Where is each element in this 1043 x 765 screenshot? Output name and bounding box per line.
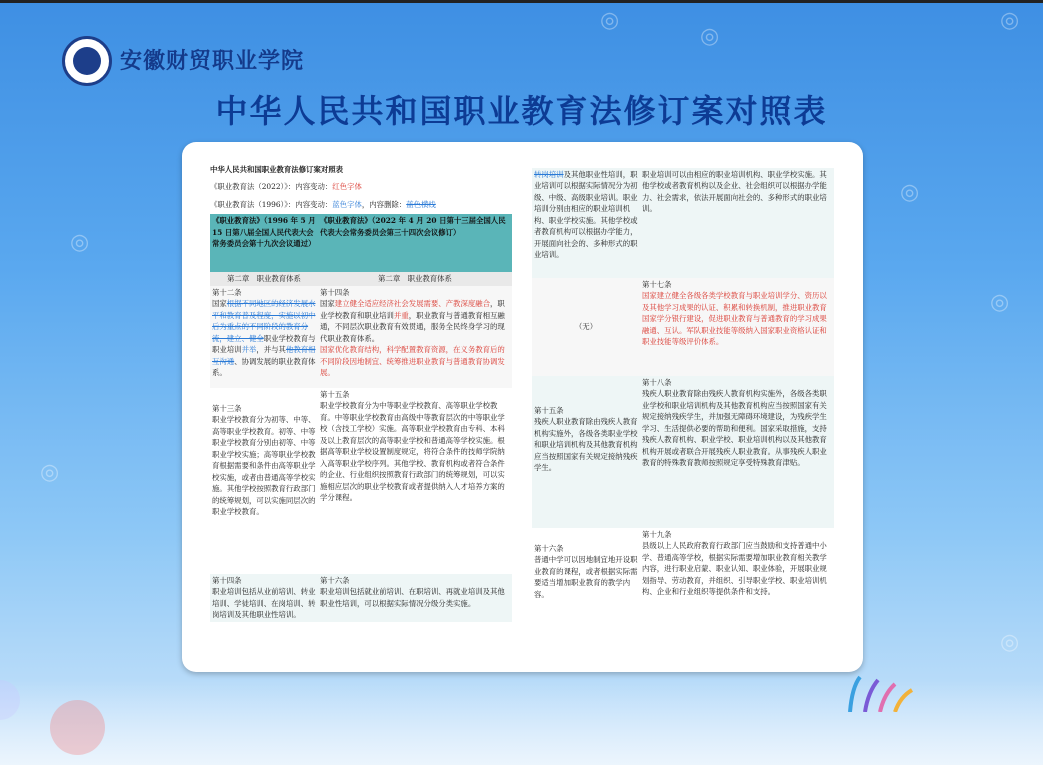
article-16-new: 第十六条 职业培训包括就业前培训、在职培训、再就业培训及其他职业性培训，可以根据实际情况分级分类实施。 xyxy=(320,575,505,608)
article-12-old: 第十二条 国家根据不同地区的经济发展水平和教育普及程度，实施以初中后为重点的不同阶段的教育分流，建立、健全职业学校教育与职业培训并举，并与其他教育相互沟通、协调发展的职业教育体系。 xyxy=(212,287,316,378)
comparison-document xyxy=(210,142,834,672)
document-card xyxy=(182,142,863,672)
swirl-decoration-icon: ◎ xyxy=(600,8,620,33)
swirl-decoration-icon: ◎ xyxy=(70,230,90,255)
swirl-decoration-icon: ◎ xyxy=(40,460,60,485)
article-15-new: 第十五条 职业学校教育分为中等职业学校教育、高等职业学校教育。中等职业学校教育由高级中等教育层次的中等职业学校（含技工学校）实施。高等职业学校教育由专科、本科及以上教育层次的高等职业学校和普通高等学校实施。根据高等职业学校设置制度规定，将符合条件的技师学院纳入高等职业学校序列。其他学校、教育机构或者符合条件的企业、行业组织按照教育行政部门的统筹规划，可以实施相应层次的职业学校教育或者提供纳入人才培养方案的学分课程。 xyxy=(320,389,505,503)
article-15-old: 第十五条 残疾人职业教育除由残疾人教育机构实施外，各级各类职业学校和职业培训机构及其他教育机构应当按照国家有关规定接纳残疾学生。 xyxy=(534,406,638,473)
swirl-decoration-icon: ◎ xyxy=(1000,8,1020,33)
article-16-old: 第十六条 普通中学可以因地制宜地开设职业教育的课程，或者根据实际需要适当增加职业教育的教学内容。 xyxy=(534,544,638,599)
chapter-label-old: 第二章 职业教育体系 xyxy=(210,272,318,285)
header-2022: 《职业教育法》（2022 年 4 月 20 日第十三届全国人民代表大会常务委员会第三十四次会议修订） xyxy=(318,214,512,272)
article-14-new: 第十四条 国家建立健全适应经济社会发展需要、产教深度融合，职业学校教育和职业培训并重，职业教育与普通教育相互融通，不同层次职业教育有效贯通，服务全民终身学习的现代职业教育体系。 国家优化教育结构，科学配置教育资源，在义务教育后的不同阶段因地制宜、统筹推进职业教育与普通教育协调发展。 xyxy=(320,287,505,378)
article-17-new: 第十七条 国家建立健全各级各类学校教育与职业培训学分、资历以及其他学习成果的认证、积累和转换机制，推进职业教育国家学分银行建设，促进职业教育与普通教育的学习成果融通、互认。军队职业技能等级纳入国家职业资格认证和职业技能等级评价体系。 xyxy=(642,280,827,347)
decorative-circle xyxy=(50,700,105,755)
comparison-table-right xyxy=(532,168,834,630)
article-14-old: 第十四条 职业培训包括从业前培训、转业培训、学徒培训、在岗培训、转岗培训及其他职业性培训。 xyxy=(212,575,316,620)
left-column xyxy=(210,164,512,622)
chapter-label-new: 第二章 职业教育体系 xyxy=(318,272,512,285)
article-19-new: 第十九条 县级以上人民政府教育行政部门应当鼓励和支持普通中小学、普通高等学校，根据实际需要增加职业教育相关教学内容，进行职业启蒙、职业认知、职业体验，开展职业规划指导、劳动教育，并组织、引导职业学校、职业培训机构、企业和行业组织等提供条件和支持。 xyxy=(642,530,827,597)
header-1996: 《职业教育法》（1996 年 5 月 15 日第八届全国人民代表大会常务委员会第十九次会议通过） xyxy=(210,214,318,272)
plant-decoration-icon xyxy=(840,672,920,712)
swirl-decoration-icon: ◎ xyxy=(700,24,720,49)
article-13-old: 第十三条 职业学校教育分为初等、中等、高等职业学校教育。初等、中等职业学校教育分别由初等、中等职业学校实施；高等职业学校教育根据需要和条件由高等职业学校实施，或者由普通高等学校实施。其他学校按照教育行政部门的统筹规划，可以实施同层次的职业学校教育。 xyxy=(212,403,316,517)
school-name: 安徽财贸职业学院 xyxy=(120,48,305,74)
article-14-old-continued: 转岗培训及其他职业性培训，职业培训可以根据实际情况分为初级、中级、高级职业培训。职业培训分别由相应的职业培训机构、职业学校实施。其他学校或者教育机构可以根据办学能力，开展面向社会的、多种形式的职业培训。 xyxy=(534,170,638,260)
article-none-old: （无） xyxy=(574,322,598,332)
article-18-new: 第十八条 残疾人职业教育除由残疾人教育机构实施外，各级各类职业学校和职业培训机构及其他教育机构应当按照国家有关规定接纳残疾学生，并加强无障碍环境建设，为残疾学生学习、生活提供必要的帮助和便利。国家采取措施，支持残疾人教育机构、职业学校、职业培训机构以及其他教育机构开展或者联合开展残疾人职业教育。从事残疾人职业教育的特殊教育教师按照规定享受特殊教育津贴。 xyxy=(642,378,827,468)
swirl-decoration-icon: ◎ xyxy=(1000,630,1020,655)
legend-1996: 《职业教育法（1996）》：内容变动：蓝色字体，内容删除：蓝色横线 xyxy=(210,199,436,209)
right-column xyxy=(532,168,834,630)
legend-2022: 《职业教育法（2022）》：内容变动：红色字体 xyxy=(210,182,362,192)
swirl-decoration-icon: ◎ xyxy=(990,290,1010,315)
page-title: 中华人民共和国职业教育法修订案对照表 xyxy=(215,92,828,130)
article-16-new-continued: 职业培训可以由相应的职业培训机构、职业学校实施。其他学校或者教育机构以及企业、社会组织可以根据办学能力、社会需求，依法开展面向社会的、多种形式的职业培训。 xyxy=(642,170,827,214)
comparison-table-left xyxy=(210,214,512,621)
doc-heading: 中华人民共和国职业教育法修订案对照表 xyxy=(210,165,344,174)
swirl-decoration-icon: ◎ xyxy=(900,180,920,205)
school-logo xyxy=(62,36,112,86)
window-top-bar xyxy=(0,0,1043,3)
